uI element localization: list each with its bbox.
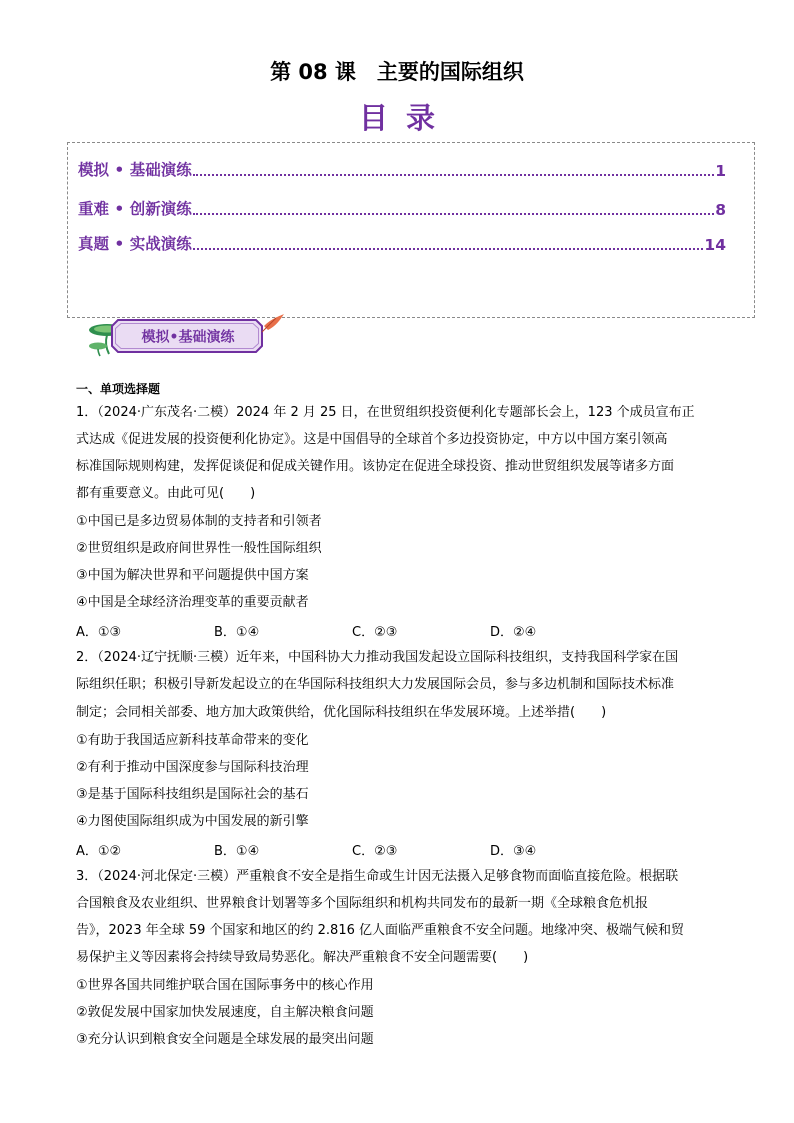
question-1-item: ②世贸组织是政府间世界性一般性国际组织 — [76, 541, 322, 556]
question-1-line: 式达成《促进发展的投资便利化协定》。这是中国倡导的全球首个多边投资协定，中方以中国方案引领高 — [76, 432, 668, 447]
question-3-line: 易保护主义等因素将会持续导致局势恶化。解决严重粮食不安全问题需要( ) — [76, 950, 529, 965]
question-1-line: 标准国际规则构建，发挥促谈促和促成关键作用。该协定在促进全球投资、推动世贸组织发展等诸多方面 — [76, 459, 675, 474]
question-1-item: ④中国是全球经济治理变革的重要贡献者 — [76, 595, 309, 610]
question-3-item: ①世界各国共同维护联合国在国际事务中的核心作用 — [76, 978, 374, 993]
toc-entry-label: 重难 • 创新演练 — [78, 200, 192, 218]
toc-entry-label: 真题 • 实战演练 — [78, 235, 192, 253]
toc-entry-page: 8 — [715, 201, 726, 219]
question-2-item: ③是基于国际科技组织是国际社会的基石 — [76, 787, 309, 802]
question-1-item: ①中国已是多边贸易体制的支持者和引领者 — [76, 514, 322, 529]
question-2-line: 2．（2024·辽宁抚顺·三模）近年来，中国科协大力推动我国发起设立国际科技组织，支持我国科学家在国 — [76, 650, 679, 665]
toc-entry-2[interactable] — [78, 195, 726, 219]
question-2-item: ①有助于我国适应新科技革命带来的变化 — [76, 733, 309, 748]
question-2-line: 制定；会同相关部委、地方加大政策供给，优化国际科技组织在华发展环境。上述举措( ) — [76, 705, 607, 720]
toc-leader-dots — [193, 173, 715, 176]
toc-title: 目录 — [358, 101, 453, 135]
question-1-line: 1．（2024·广东茂名·二模）2024 年 2 月 25 日，在世贸组织投资便利化专题部长会上，123 个成员宣布正 — [76, 405, 695, 420]
lesson-title: 第 08 课 主要的国际组织 — [270, 60, 524, 84]
question-3-line: 告》，2023 年全球 59 个国家和地区的约 2.816 亿人面临严重粮食不安全问题。地缘冲突、极端气候和贸 — [76, 923, 685, 938]
toc-entry-1[interactable] — [78, 156, 726, 180]
toc-entry-page: 1 — [715, 162, 726, 180]
question-2-line: 际组织任职；积极引导新发起设立的在华国际科技组织大力发展国际会员，参与多边机制和国际技术标准 — [76, 677, 675, 692]
banner-label: 模拟•基础演练 — [141, 329, 235, 346]
question-2-options — [76, 840, 676, 860]
question-3-line: 合国粮食及农业组织、世界粮食计划署等多个国际组织和机构共同发布的最新一期《全球粮食危机报 — [76, 896, 649, 911]
option-a[interactable]: A．①② — [76, 844, 122, 859]
question-3-line: 3．（2024·河北保定·三模）严重粮食不安全是指生命或生计因无法摄入足够食物而面临直接危险。根据联 — [76, 869, 679, 884]
option-d[interactable]: D．③④ — [490, 844, 537, 859]
option-c[interactable]: C．②③ — [352, 625, 398, 640]
feather-icon — [262, 314, 284, 332]
section-banner — [86, 310, 286, 358]
question-1-options — [76, 621, 676, 641]
option-a[interactable]: A．①③ — [76, 625, 122, 640]
question-3-item: ③充分认识到粮食安全问题是全球发展的最突出问题 — [76, 1032, 374, 1047]
section-heading: 一、单项选择题 — [76, 382, 161, 396]
question-1-line: 都有重要意义。由此可见( ) — [76, 486, 256, 501]
option-b[interactable]: B．①④ — [214, 844, 260, 859]
toc-entry-label: 模拟 • 基础演练 — [78, 161, 192, 179]
toc-leader-dots — [193, 212, 715, 215]
toc-entry-3[interactable] — [78, 230, 726, 254]
question-1-item: ③中国为解决世界和平问题提供中国方案 — [76, 568, 309, 583]
question-3-item: ②敦促发展中国家加快发展速度，自主解决粮食问题 — [76, 1005, 374, 1020]
option-c[interactable]: C．②③ — [352, 844, 398, 859]
question-2-item: ④力图使国际组织成为中国发展的新引擎 — [76, 814, 309, 829]
option-b[interactable]: B．①④ — [214, 625, 260, 640]
toc-entry-page: 14 — [704, 236, 726, 254]
toc-leader-dots — [193, 247, 704, 250]
option-d[interactable]: D．②④ — [490, 625, 537, 640]
question-2-item: ②有利于推动中国深度参与国际科技治理 — [76, 760, 309, 775]
